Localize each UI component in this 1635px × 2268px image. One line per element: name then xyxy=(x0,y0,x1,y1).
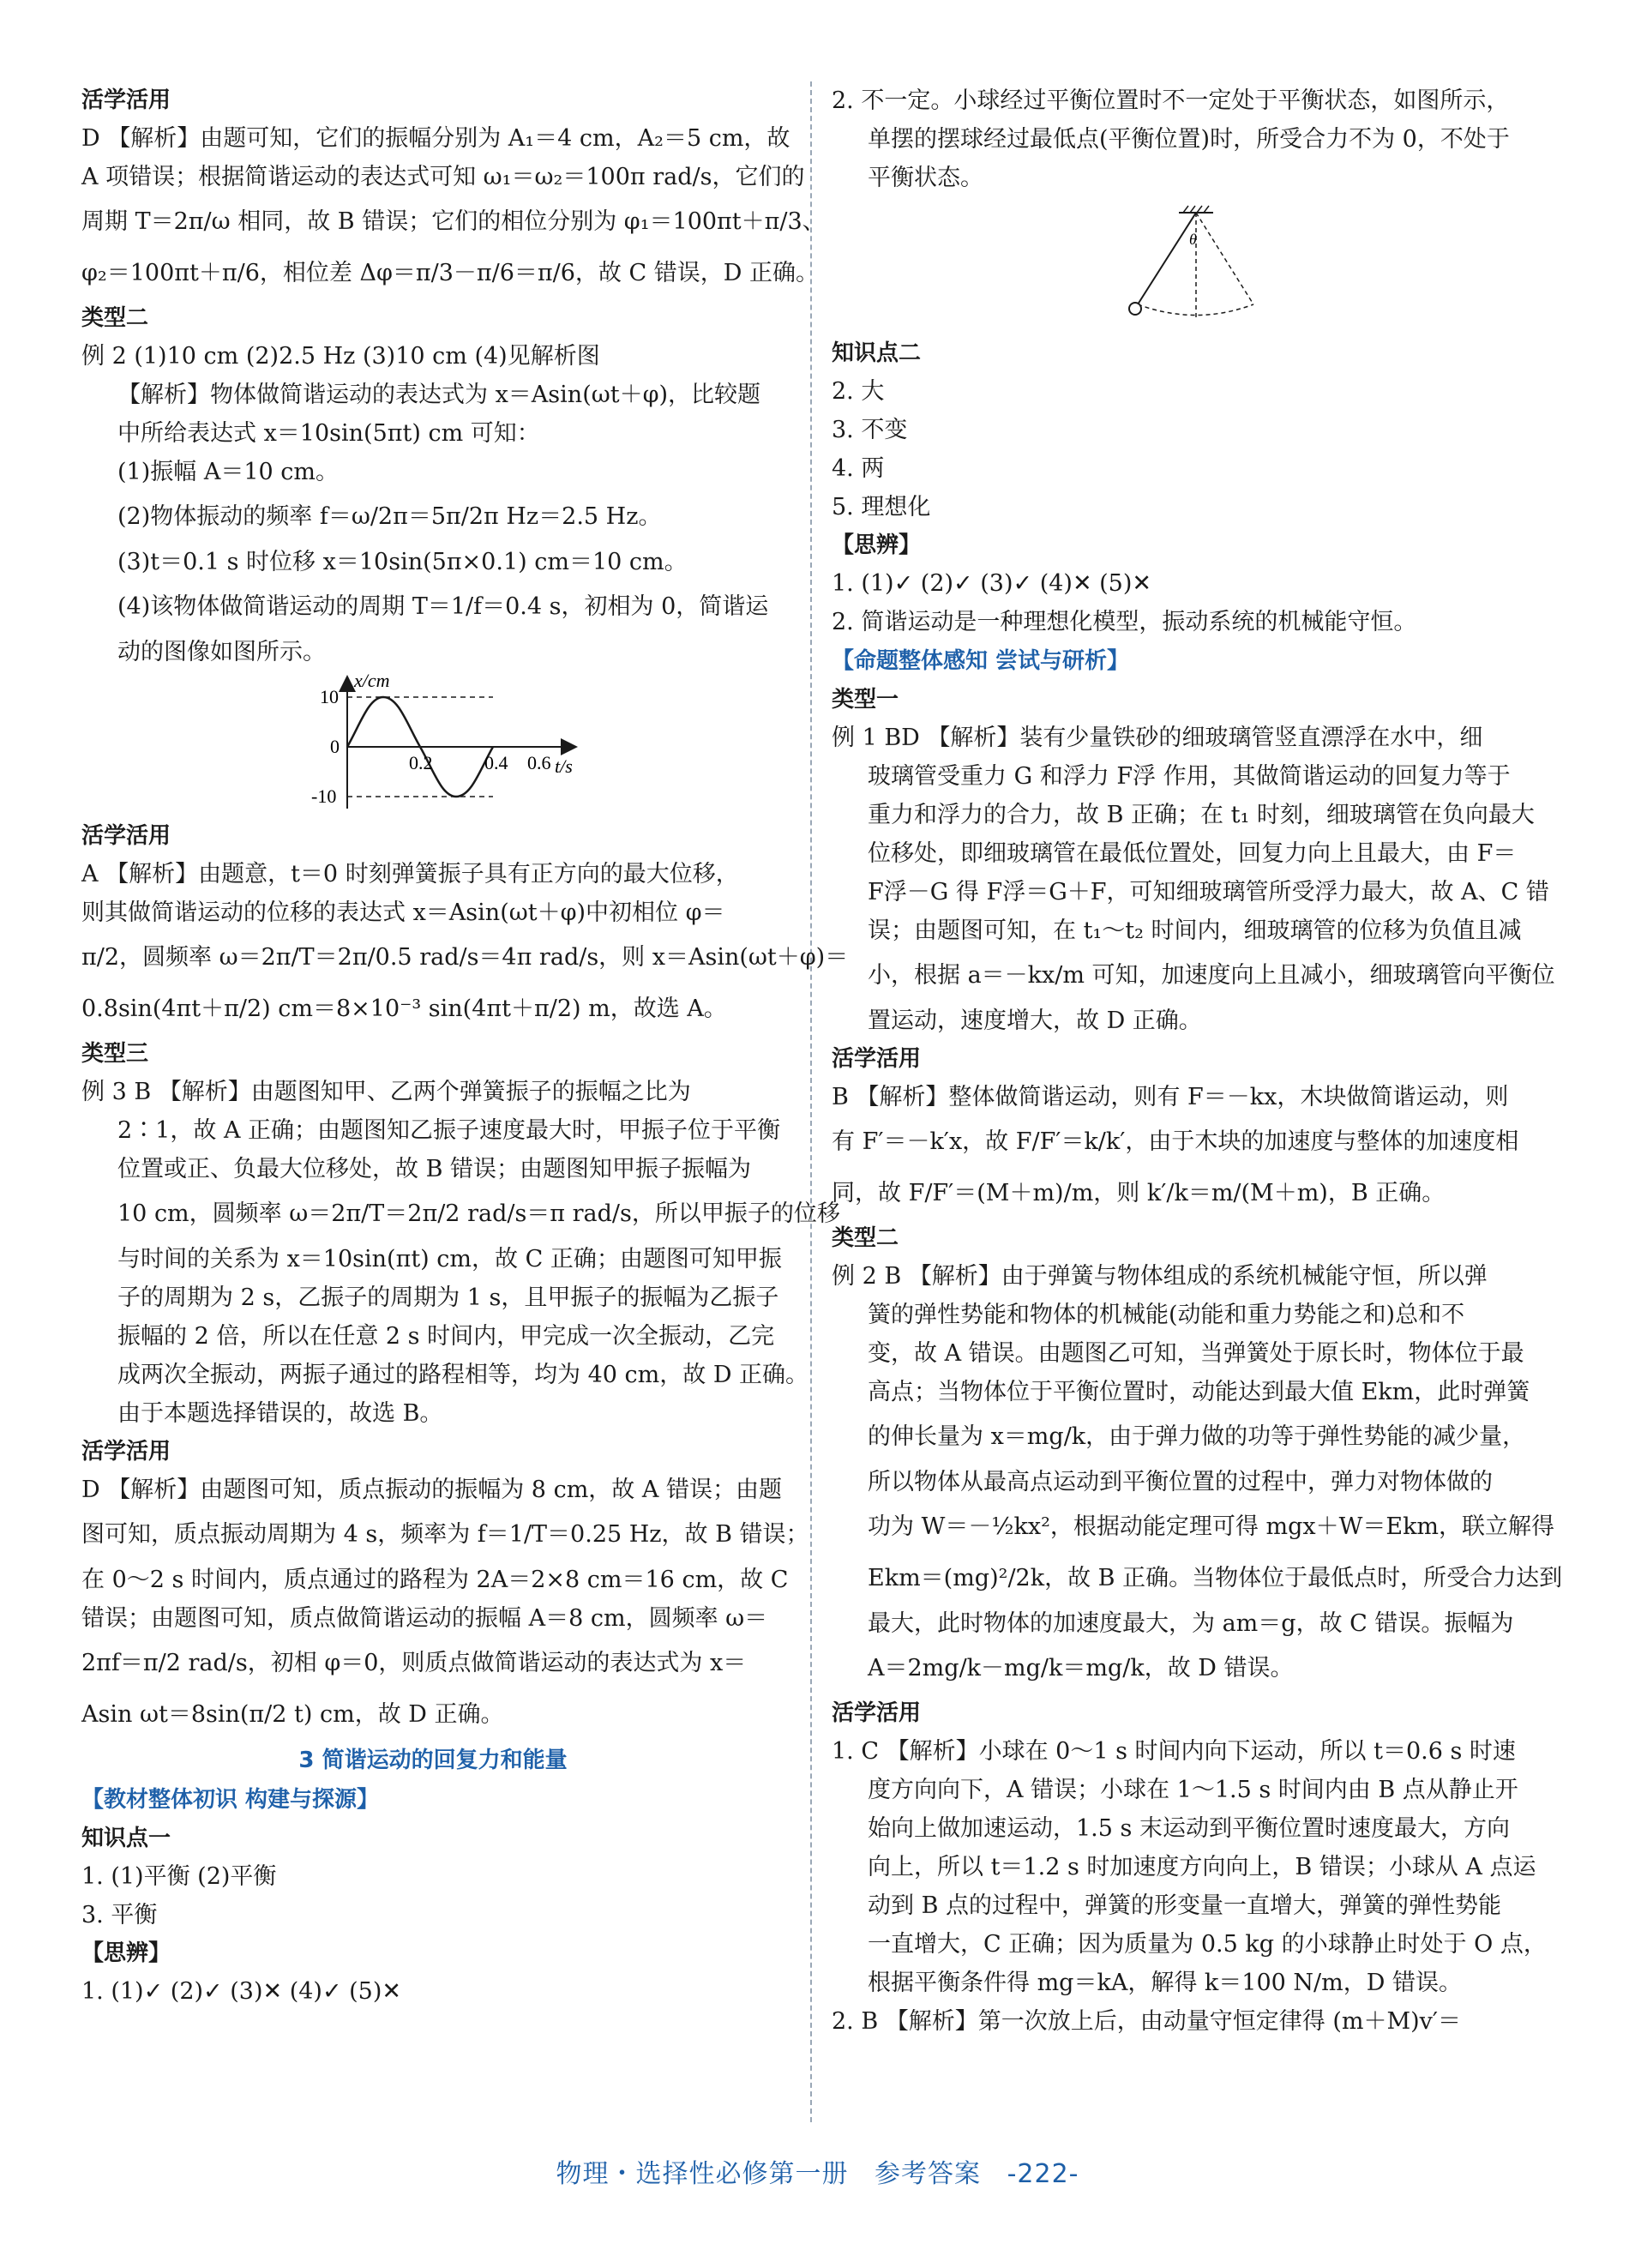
heading-type-2: 类型二 xyxy=(832,1225,899,1251)
text-line: B 【解析】整体做简谐运动，则有 F＝－kx，木块做简谐运动，则 xyxy=(832,1084,1509,1110)
text-line: A＝2mg/k－mg/k＝mg/k，故 D 错误。 xyxy=(868,1655,1294,1681)
text-line: 最大，此时物体的加速度最大，为 am＝g，故 C 错误。振幅为 xyxy=(868,1610,1514,1637)
text-line: A 项错误；根据简谐运动的表达式可知 ω₁＝ω₂＝100π rad/s，它们的 xyxy=(81,164,805,190)
y-tick: -10 xyxy=(311,785,337,807)
heading-knowledge-2: 知识点二 xyxy=(832,340,922,366)
heading-discern: 【思辨】 xyxy=(832,532,922,558)
page-number: -222- xyxy=(1007,2159,1079,2189)
heading-type-1: 类型一 xyxy=(832,687,899,713)
text-line: 错误；由题图可知，质点做简谐运动的振幅 A＝8 cm，圆频率 ω＝ xyxy=(81,1605,768,1632)
text-line: 则其做简谐运动的位移的表达式 x＝Asin(ωt＋φ)中初相位 φ＝ xyxy=(81,899,725,926)
column-divider xyxy=(810,81,812,2122)
text-line: A 【解析】由题意，t＝0 时刻弹簧振子具有正方向的最大位移， xyxy=(81,861,739,887)
pendulum-figure xyxy=(832,197,1543,334)
heading-practice: 活学活用 xyxy=(832,1700,922,1726)
ceiling-hatch xyxy=(1183,206,1209,213)
text-line: D 【解析】由题图可知，质点振动的振幅为 8 cm，故 A 错误；由题 xyxy=(81,1477,782,1503)
text-line: 始向上做加速运动，1.5 s 末运动到平衡位置时速度最大，方向 xyxy=(868,1815,1510,1842)
text-line: 簧的弹性势能和物体的机械能(动能和重力势能之和)总和不 xyxy=(868,1302,1465,1328)
text-line: 2. 简谐运动是一种理想化模型，振动系统的机械能守恒。 xyxy=(832,609,1417,635)
pendulum-string xyxy=(1138,213,1196,304)
right-column xyxy=(832,81,1563,2041)
page-footer xyxy=(0,2152,1635,2190)
text-line: F浮－G 得 F浮＝G＋F，可知细玻璃管所受浮力最大，故 A、C 错 xyxy=(868,879,1549,905)
text-line: 误；由题图可知，在 t₁～t₂ 时间内，细玻璃管的位移为负值且减 xyxy=(868,917,1522,944)
text-line: 所以物体从最高点运动到平衡位置的过程中，弹力对物体做的 xyxy=(868,1469,1493,1495)
text-line: 有 F′＝－k′x，故 F/F′＝k/k′，由于木块的加速度与整体的加速度相 xyxy=(832,1128,1519,1155)
section-banner: 【命题整体感知 尝试与研析】 xyxy=(832,648,1130,674)
text-line: 位移处，即细玻璃管在最低位置处，回复力向上且最大，由 F＝ xyxy=(868,840,1517,867)
t-tick: 0.6 xyxy=(527,752,551,773)
text-line: 10 cm，圆频率 ω＝2π/T＝2π/2 rad/s＝π rad/s，所以甲振子的位移 xyxy=(117,1200,840,1227)
text-line: 中所给表达式 x＝10sin(5πt) cm 可知： xyxy=(117,420,540,447)
text-line: 在 0～2 s 时间内，质点通过的路程为 2A＝2×8 cm＝16 cm，故 C xyxy=(81,1567,789,1593)
text-line: 振幅的 2 倍，所以在任意 2 s 时间内，甲完成一次全振动，乙完 xyxy=(117,1323,775,1350)
text-line: 1. (1)平衡 (2)平衡 xyxy=(81,1863,277,1890)
text-line: 重力和浮力的合力，故 B 正确；在 t₁ 时刻，细玻璃管在负向最大 xyxy=(868,802,1535,828)
text-line: 3. 平衡 xyxy=(81,1902,158,1928)
text-line: 2. B 【解析】第一次放上后，由动量守恒定律得 (m＋M)v′＝ xyxy=(832,2008,1462,2035)
text-line: 1. (1)✓ (2)✓ (3)✓ (4)✕ (5)✕ xyxy=(832,570,1152,597)
heading-discern: 【思辨】 xyxy=(81,1940,171,1966)
text-line: 玻璃管受重力 G 和浮力 F浮 作用，其做简谐运动的回复力等于 xyxy=(868,763,1511,790)
text-line: 图可知，质点振动周期为 4 s，频率为 f＝1/T＝0.25 Hz，故 B 错误； xyxy=(81,1521,809,1548)
t-tick: 0.4 xyxy=(484,752,508,773)
section-banner: 【教材整体初识 构建与探源】 xyxy=(81,1787,380,1813)
text-line: 单摆的摆球经过最低点(平衡位置)时，所受合力不为 0，不处于 xyxy=(868,126,1510,153)
t-tick: 0.2 xyxy=(409,752,433,773)
text-line: 由于本题选择错误的，故选 B。 xyxy=(117,1400,443,1427)
heading-practice: 活学活用 xyxy=(81,87,171,113)
text-line: 高点；当物体位于平衡位置时，动能达到最大值 Ekm，此时弹簧 xyxy=(868,1379,1530,1405)
y-axis-label: x/cm xyxy=(354,671,390,691)
y-tick: 10 xyxy=(320,686,339,707)
text-line: 3. 不变 xyxy=(832,417,908,443)
section-title: 3 简谐运动的回复力和能量 xyxy=(298,1748,568,1773)
text-line: 2. 不一定。小球经过平衡位置时不一定处于平衡状态，如图所示， xyxy=(832,87,1510,114)
text-line: Asin ωt＝8sin(π/2 t) cm，故 D 正确。 xyxy=(81,1701,504,1728)
text-line: 2. 大 xyxy=(832,378,885,405)
text-line: 成两次全振动，两振子通过的路程相等，均为 40 cm，故 D 正确。 xyxy=(117,1362,809,1388)
left-column xyxy=(81,81,849,2011)
pendulum-diagram xyxy=(832,197,1543,334)
text-line: (3)t＝0.1 s 时位移 x＝10sin(5π×0.1) cm＝10 cm。 xyxy=(117,549,688,575)
heading-type-3: 类型三 xyxy=(81,1041,149,1067)
sine-graph xyxy=(81,671,784,817)
heading-practice: 活学活用 xyxy=(81,1439,171,1465)
sine-graph-figure xyxy=(81,671,784,817)
text-line: 的伸长量为 x＝mg/k，由于弹力做的功等于弹性势能的减少量， xyxy=(868,1423,1526,1450)
text-line: 平衡状态。 xyxy=(868,165,983,191)
text-line: (4)该物体做简谐运动的周期 T＝1/f＝0.4 s，初相为 0，简谐运 xyxy=(117,593,769,620)
text-line: 2∶1，故 A 正确；由题图知乙振子速度最大时，甲振子位于平衡 xyxy=(117,1117,781,1144)
text-line: D 【解析】由题可知，它们的振幅分别为 A₁＝4 cm，A₂＝5 cm，故 xyxy=(81,125,790,152)
text-line: π/2，圆频率 ω＝2π/T＝2π/0.5 rad/s＝4π rad/s，则 x＝Asin(ωt＋φ)＝ xyxy=(81,944,849,971)
example-2-answer: 例 2 (1)10 cm (2)2.5 Hz (3)10 cm (4)见解析图 xyxy=(81,343,600,370)
heading-type-2: 类型二 xyxy=(81,305,149,331)
text-line: 【解析】物体做简谐运动的表达式为 x＝Asin(ωt＋φ)，比较题 xyxy=(117,382,761,408)
text-line: 位置或正、负最大位移处，故 B 错误；由题图知甲振子振幅为 xyxy=(117,1156,752,1182)
text-line: 2πf＝π/2 rad/s，初相 φ＝0，则质点做简谐运动的表达式为 x＝ xyxy=(81,1650,747,1676)
text-line: 度方向向下，A 错误；小球在 1～1.5 s 时间内由 B 点从静止开 xyxy=(868,1777,1518,1803)
text-line: 置运动，速度增大，故 D 正确。 xyxy=(868,1008,1202,1034)
footer-answers: 参考答案 xyxy=(875,2159,982,2189)
text-line: 周期 T＝2π/ω 相同，故 B 错误；它们的相位分别为 φ₁＝100πt＋π/3、 xyxy=(81,208,826,235)
text-line: 根据平衡条件得 mg＝kA，解得 k＝100 N/m，D 错误。 xyxy=(868,1970,1462,1996)
text-line: 1. (1)✓ (2)✓ (3)✕ (4)✓ (5)✕ xyxy=(81,1978,402,2005)
swing-guide xyxy=(1196,213,1253,304)
footer-subject: 物理・选择性必修第一册 xyxy=(556,2159,849,2189)
heading-practice: 活学活用 xyxy=(832,1046,922,1072)
text-line: 动的图像如图所示。 xyxy=(117,639,326,665)
heading-practice: 活学活用 xyxy=(81,823,171,849)
text-line: (2)物体振动的频率 f＝ω/2π＝5π/2π Hz＝2.5 Hz。 xyxy=(117,503,662,530)
text-line: 例 3 B 【解析】由题图知甲、乙两个弹簧振子的振幅之比为 xyxy=(81,1079,691,1105)
t-axis-label: t/s xyxy=(555,755,573,777)
text-line: 例 2 B 【解析】由于弹簧与物体组成的系统机械能守恒，所以弹 xyxy=(832,1263,1488,1290)
text-line: φ₂＝100πt＋π/6，相位差 Δφ＝π/3－π/6＝π/6，故 C 错误，D 正确。 xyxy=(81,260,819,286)
text-line: Ekm＝(mg)²/2k，故 B 正确。当物体位于最低点时，所受合力达到 xyxy=(868,1565,1563,1591)
text-line: 5. 理想化 xyxy=(832,494,931,520)
text-line: 与时间的关系为 x＝10sin(πt) cm，故 C 正确；由题图可知甲振 xyxy=(117,1246,782,1272)
text-line: 一直增大，C 正确；因为质量为 0.5 kg 的小球静止时处于 O 点， xyxy=(868,1931,1547,1958)
text-line: 子的周期为 2 s，乙振子的周期为 1 s，且甲振子的振幅为乙振子 xyxy=(117,1284,779,1311)
text-line: 例 1 BD 【解析】装有少量铁砂的细玻璃管竖直漂浮在水中，细 xyxy=(832,725,1483,751)
heading-knowledge-1: 知识点一 xyxy=(81,1826,171,1851)
text-line: 功为 W＝－½kx²，根据动能定理可得 mgx＋W＝Ekm，联立解得 xyxy=(868,1513,1555,1540)
text-line: 向上，所以 t＝1.2 s 时加速度方向向上，B 错误；小球从 A 点运 xyxy=(868,1854,1536,1880)
text-line: 1. C 【解析】小球在 0～1 s 时间内向下运动，所以 t＝0.6 s 时速 xyxy=(832,1738,1516,1765)
text-line: (1)振幅 A＝10 cm。 xyxy=(117,459,339,485)
angle-label: θ xyxy=(1189,231,1197,248)
text-line: 0.8sin(4πt＋π/2) cm＝8×10⁻³ sin(4πt＋π/2) m，故选 A。 xyxy=(81,996,727,1022)
text-line: 变，故 A 错误。由题图乙可知，当弹簧处于原长时，物体位于最 xyxy=(868,1340,1524,1367)
pendulum-bob xyxy=(1129,303,1141,315)
text-line: 小，根据 a＝－kx/m 可知，加速度向上且减小，细玻璃管向平衡位 xyxy=(868,962,1555,989)
text-line: 动到 B 点的过程中，弹簧的形变量一直增大，弹簧的弹性势能 xyxy=(868,1892,1502,1919)
text-line: 4. 两 xyxy=(832,455,885,482)
y-tick: 0 xyxy=(330,736,340,757)
text-line: 同，故 F/F′＝(M＋m)/m，则 k′/k＝m/(M＋m)，B 正确。 xyxy=(832,1180,1446,1206)
